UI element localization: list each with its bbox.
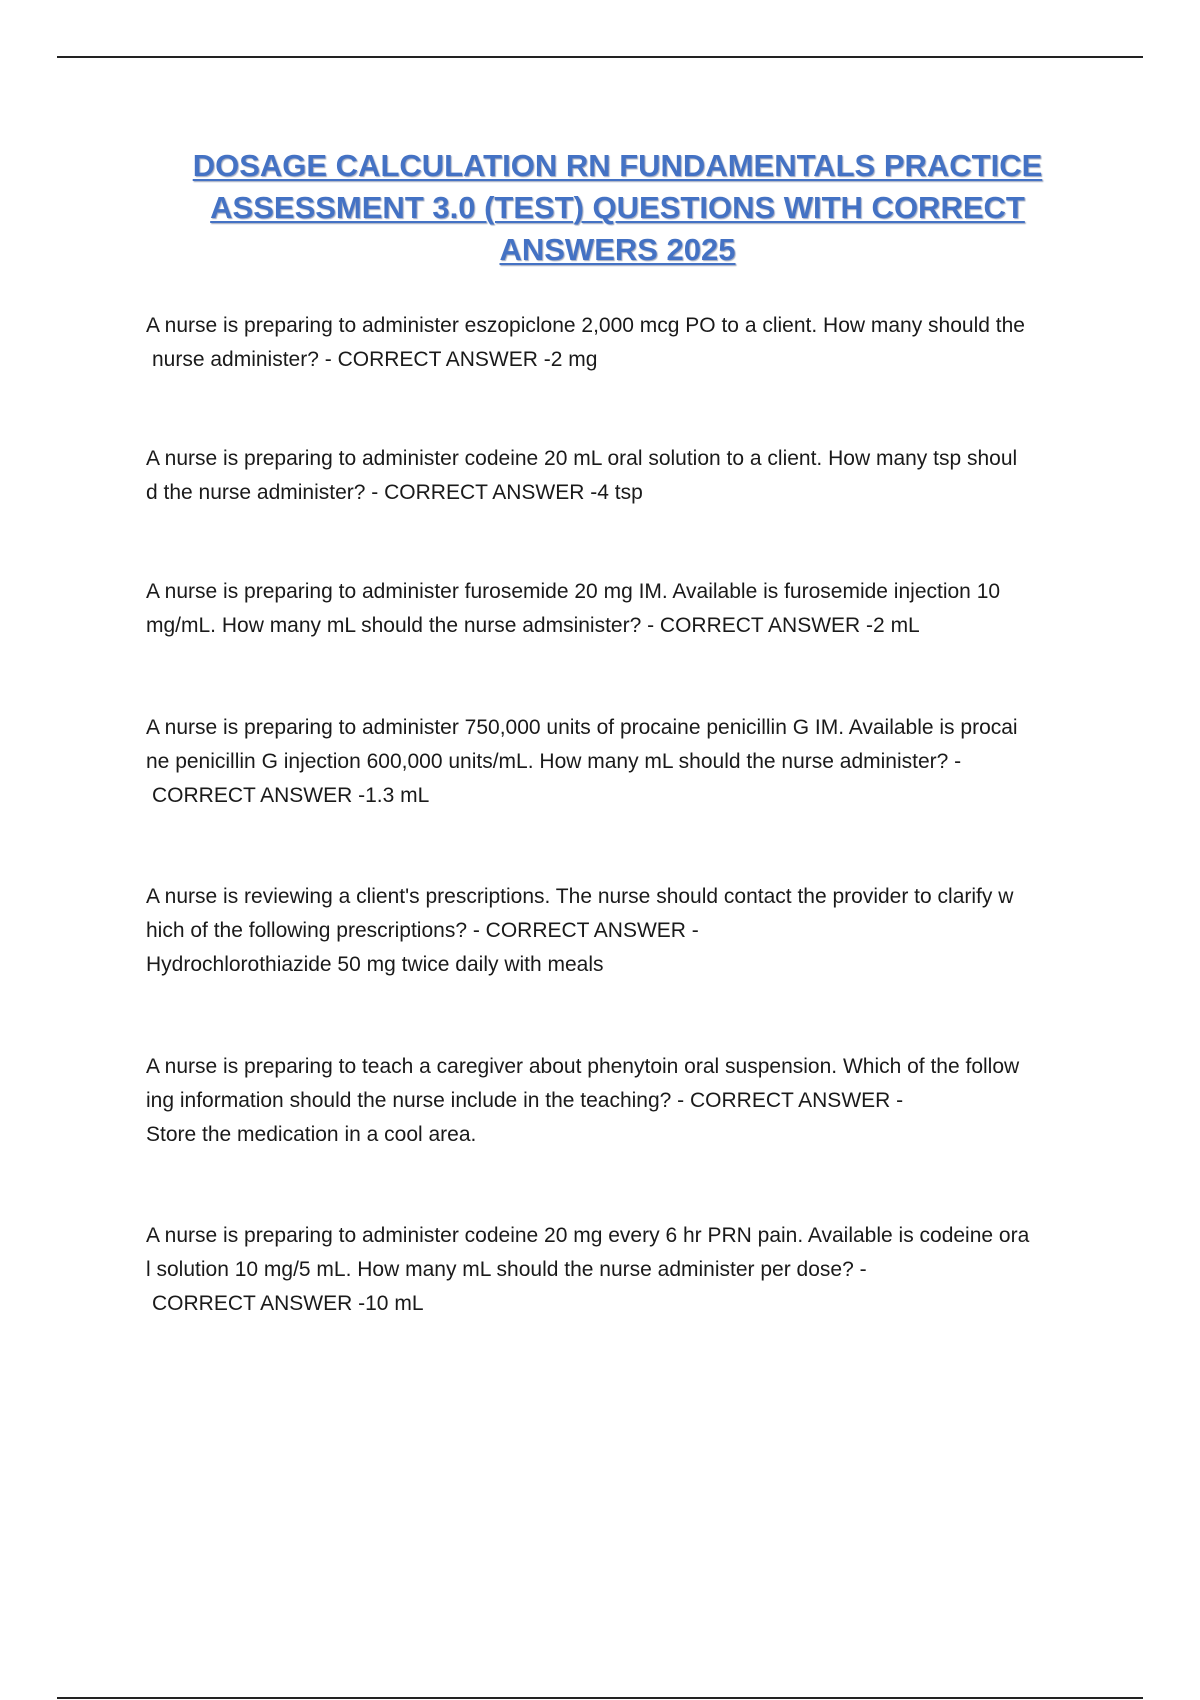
qa-line: mg/mL. How many mL should the nurse admsinister? - CORRECT ANSWER -2 mL (146, 614, 920, 637)
qa-line: Hydrochlorothiazide 50 mg twice daily with meals (146, 953, 604, 976)
qa-item-4 (146, 711, 1076, 813)
qa-line: l solution 10 mg/5 mL. How many mL should the nurse administer per dose? - (146, 1258, 867, 1281)
qa-item-2 (146, 442, 1076, 510)
qa-item-1 (146, 309, 1076, 377)
qa-line: d the nurse administer? - CORRECT ANSWER -4 tsp (146, 481, 643, 504)
qa-line: A nurse is preparing to administer 750,000 units of procaine penicillin G IM. Available is procai (146, 716, 1018, 739)
qa-line: Store the medication in a cool area. (146, 1123, 477, 1146)
qa-item-5 (146, 880, 1076, 982)
qa-line: ne penicillin G injection 600,000 units/mL. How many mL should the nurse administer? - (146, 750, 962, 773)
qa-line: nurse administer? - CORRECT ANSWER -2 mg (152, 348, 598, 371)
qa-line: CORRECT ANSWER -10 mL (152, 1292, 424, 1315)
qa-item-7 (146, 1219, 1076, 1321)
header-rule (57, 56, 1143, 58)
qa-item-6 (146, 1050, 1076, 1152)
footer-rule (57, 1697, 1143, 1699)
qa-line: hich of the following prescriptions? - CORRECT ANSWER - (146, 919, 699, 942)
qa-line: CORRECT ANSWER -1.3 mL (152, 784, 430, 807)
qa-line: ing information should the nurse include in the teaching? - CORRECT ANSWER - (146, 1089, 904, 1112)
qa-line: A nurse is preparing to administer eszopiclone 2,000 mcg PO to a client. How many should the (146, 314, 1025, 337)
qa-line: A nurse is reviewing a client's prescriptions. The nurse should contact the provider to clarify w (146, 885, 1014, 908)
qa-line: A nurse is preparing to administer codeine 20 mL oral solution to a client. How many tsp shoul (146, 447, 1018, 470)
document-title: DOSAGE CALCULATION RN FUNDAMENTALS PRACTICE ASSESSMENT 3.0 (TEST) QUESTIONS WITH CORRECT ANSWERS 2025 (192, 148, 1043, 267)
qa-line: A nurse is preparing to administer furosemide 20 mg IM. Available is furosemide injection 10 (146, 580, 1001, 603)
qa-item-3 (146, 575, 1076, 643)
qa-line: A nurse is preparing to teach a caregiver about phenytoin oral suspension. Which of the follow (146, 1055, 1020, 1078)
qa-line: A nurse is preparing to administer codeine 20 mg every 6 hr PRN pain. Available is codeine ora (146, 1224, 1030, 1247)
